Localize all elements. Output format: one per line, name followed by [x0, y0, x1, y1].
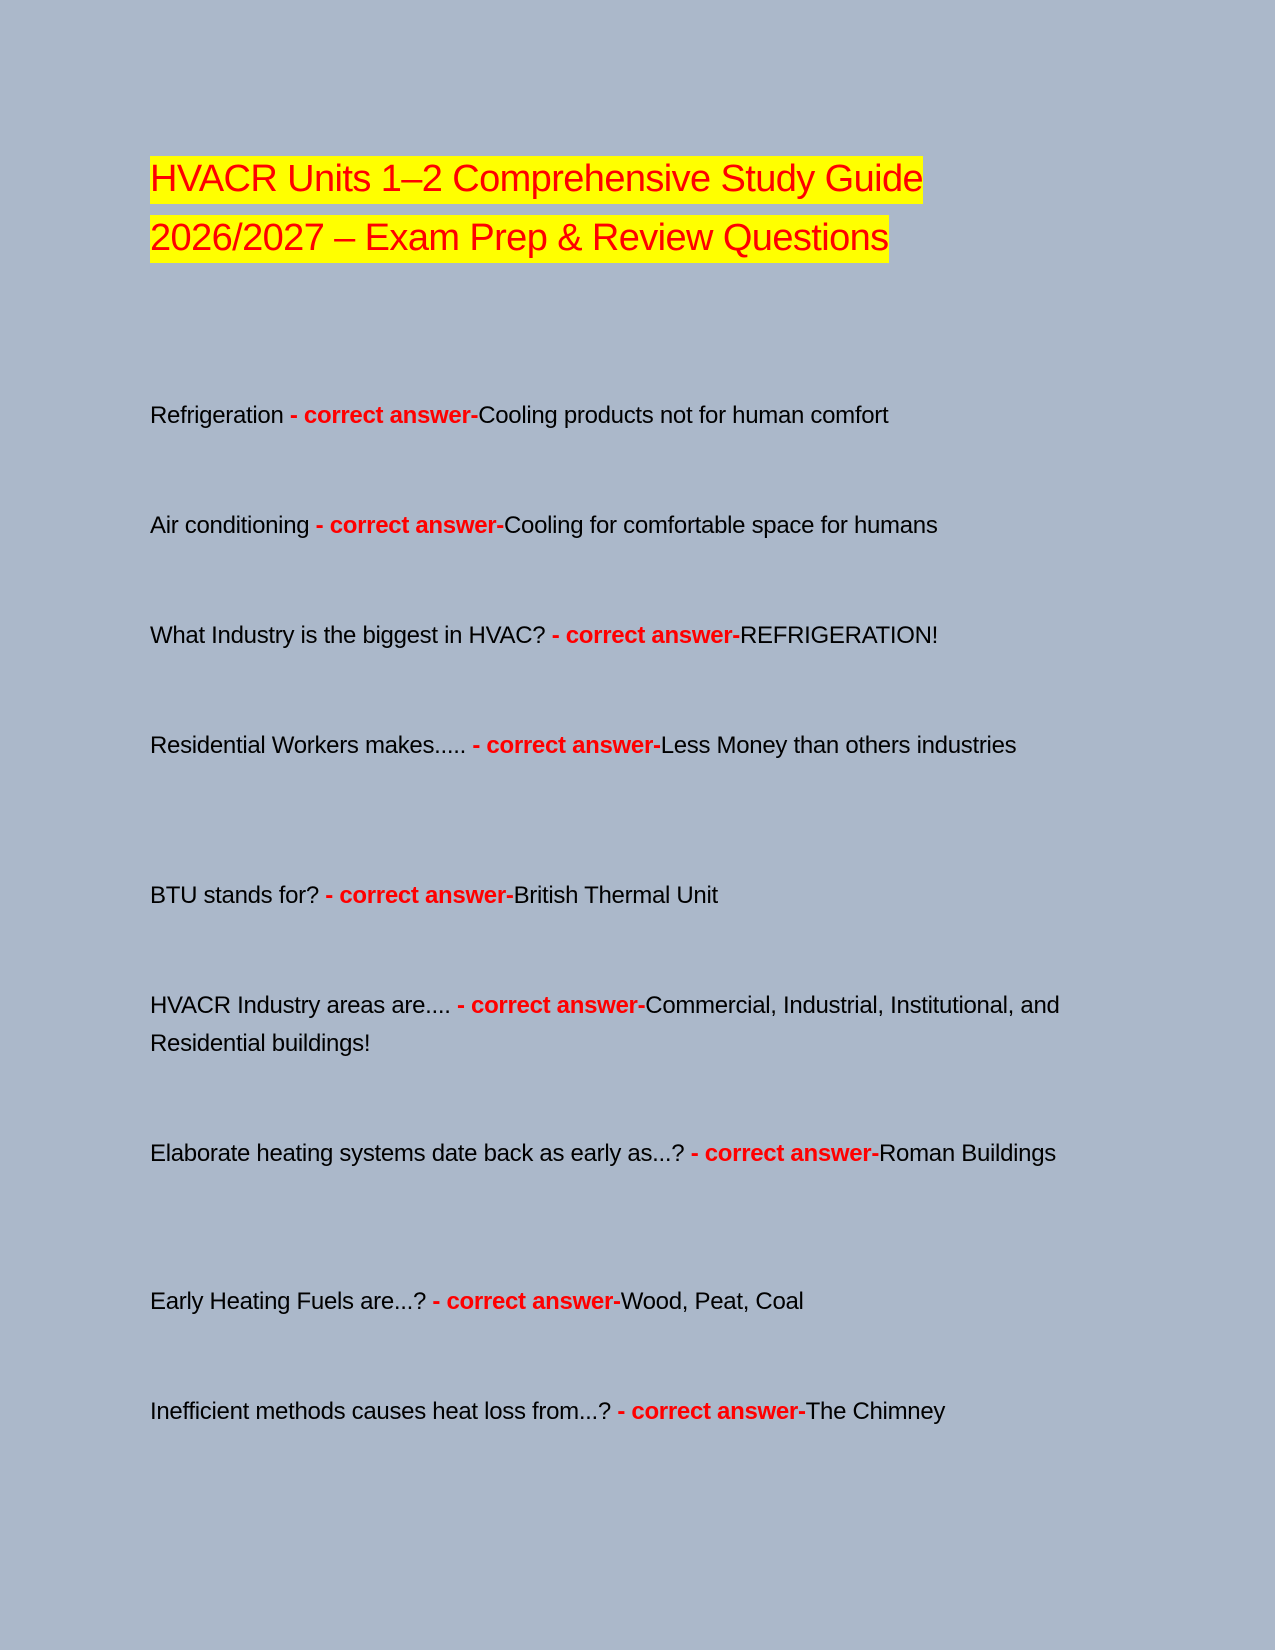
answer-text: Cooling products not for human comfort [478, 402, 889, 429]
question-text: What Industry is the biggest in HVAC? [150, 622, 552, 649]
answer-marker: - correct answer- [551, 622, 740, 649]
title-line-1: HVACR Units 1–2 Comprehensive Study Guide [150, 156, 923, 204]
answer-marker: - correct answer- [472, 732, 661, 759]
answer-text: The Chimney [805, 1398, 946, 1425]
question-text: HVACR Industry areas are.... [150, 992, 457, 1019]
qa-item-btu [150, 877, 1070, 915]
qa-item-early-fuels [150, 1283, 1070, 1321]
answer-text: Wood, Peat, Coal [620, 1288, 804, 1315]
qa-item-biggest-industry [150, 617, 1070, 655]
qa-item-industry-areas [150, 987, 1070, 1063]
answer-marker: - correct answer- [289, 402, 479, 429]
question-text: Elaborate heating systems date back as early as...? [150, 1140, 691, 1167]
answer-marker: - correct answer- [315, 512, 504, 539]
document-title [150, 150, 1150, 268]
qa-item-residential-workers [150, 727, 1070, 765]
answer-text: REFRIGERATION! [740, 622, 939, 649]
qa-item-elaborate-heating [150, 1135, 1070, 1173]
answer-text: Less Money than others industries [660, 732, 1017, 759]
question-text: Early Heating Fuels are...? [150, 1288, 433, 1315]
qa-item-heat-loss [150, 1393, 1070, 1431]
qa-item-air-conditioning [150, 507, 1070, 545]
answer-text: Cooling for comfortable space for humans [503, 512, 938, 539]
answer-marker: - correct answer- [456, 992, 646, 1019]
question-text: Air conditioning [150, 512, 316, 539]
qa-item-refrigeration [150, 397, 1070, 435]
question-text: BTU stands for? [150, 882, 326, 909]
title-line-2: 2026/2027 – Exam Prep & Review Questions [150, 215, 889, 263]
answer-marker: - correct answer- [617, 1398, 806, 1425]
question-text: Residential Workers makes..... [150, 732, 473, 759]
answer-text: British Thermal Unit [513, 882, 718, 909]
question-text: Refrigeration [150, 402, 290, 429]
answer-marker: - correct answer- [432, 1288, 621, 1315]
question-text: Inefficient methods causes heat loss from...? [150, 1398, 618, 1425]
answer-text: Commercial, Industrial, Institutional, and Residential buildings! [150, 992, 1060, 1057]
answer-marker: - correct answer- [325, 882, 514, 909]
answer-text: Roman Buildings [879, 1140, 1056, 1167]
answer-marker: - correct answer- [690, 1140, 880, 1167]
